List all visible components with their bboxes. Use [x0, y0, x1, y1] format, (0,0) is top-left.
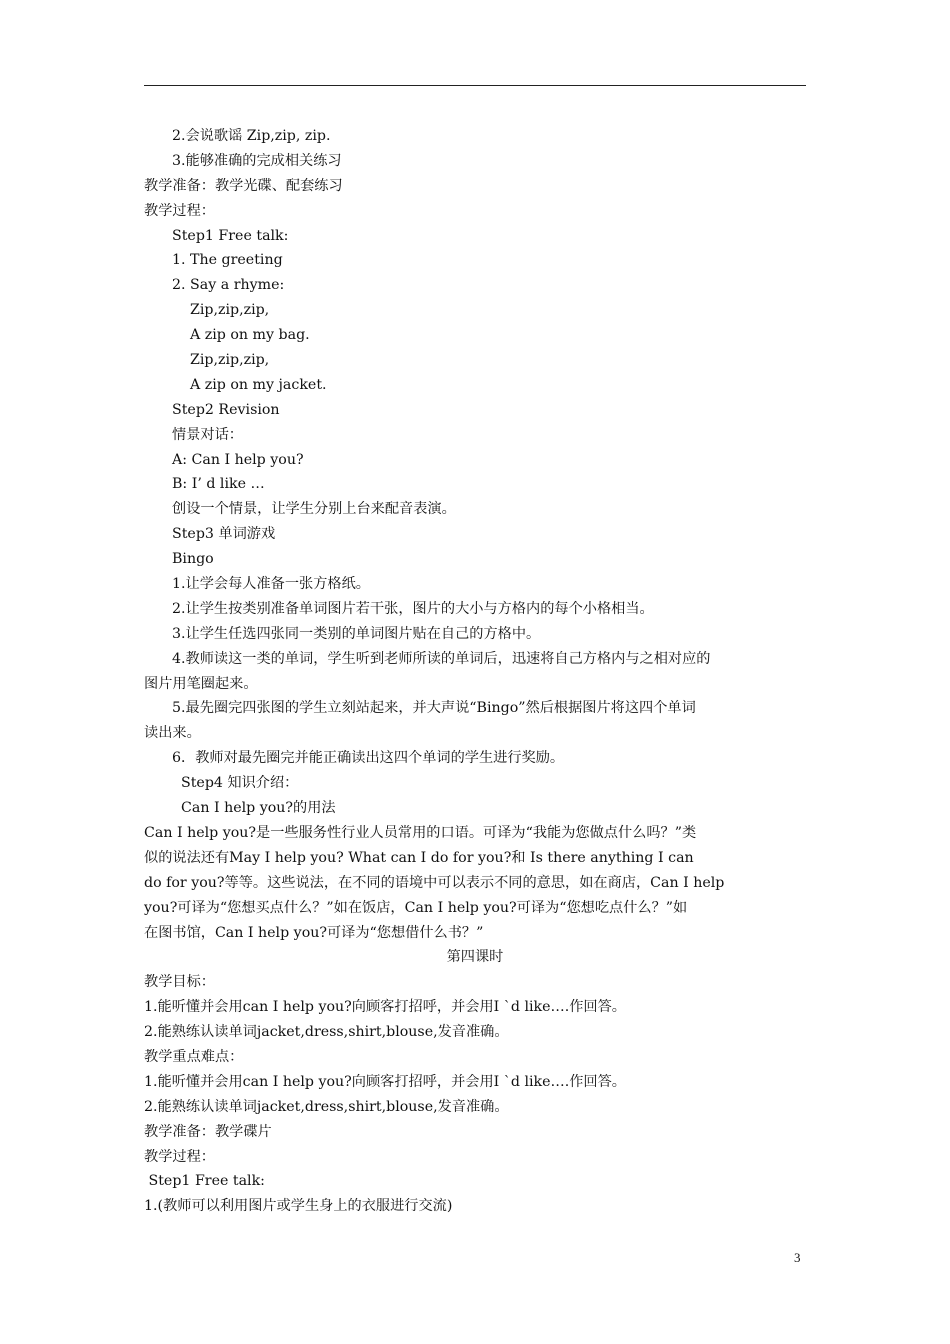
rhyme-line: Zip,zip,zip,	[190, 302, 270, 319]
text-line: 5.最先圈完四张图的学生立刻站起来，并大声说“Bingo”然后根据图片将这四个单词	[172, 700, 696, 717]
text-line: 1.(教师可以利用图片或学生身上的衣服进行交流)	[144, 1198, 453, 1215]
text-line: 教学过程：	[144, 1148, 215, 1165]
document-body	[144, 124, 806, 1219]
text-line: 1. The greeting	[172, 252, 283, 269]
text-line: B: I’ d like …	[172, 476, 265, 493]
text-line: 教学过程：	[144, 202, 215, 219]
rhyme-line: A zip on my jacket.	[190, 376, 327, 393]
rhyme-line: Zip,zip,zip,	[190, 352, 270, 369]
text-line: 读出来。	[144, 725, 201, 742]
text-line: do for you?等等。这些说法，在不同的语境中可以表示不同的意思，如在商店，Can I help	[144, 874, 725, 891]
text-line: 2.会说歌谣 Zip,zip, zip.	[172, 128, 331, 144]
text-line: 图片用笔圈起来。	[144, 675, 258, 692]
text-line: 2.让学生按类别准备单词图片若干张，图片的大小与方格内的每个小格相当。	[172, 600, 654, 617]
text-line: 在图书馆，Can I help you?可译为“您想借什么书？”	[144, 924, 484, 941]
text-line: 2.能熟练认读单词jacket,dress,shirt,blouse,发音准确。	[144, 1098, 509, 1115]
text-line: 3.让学生任选四张同一类别的单词图片贴在自己的方格中。	[172, 625, 541, 642]
text-line: Bingo	[172, 551, 214, 568]
text-line: Can I help you?的用法	[181, 800, 336, 817]
text-line: 6．教师对最先圈完并能正确读出这四个单词的学生进行奖励。	[172, 750, 565, 767]
text-line: 教学目标：	[144, 974, 215, 991]
text-line: 1.能听懂并会用can I help you?向顾客打招呼，并会用I `d like….作回答。	[144, 999, 626, 1016]
text-line: 3.能够准确的完成相关练习	[172, 152, 342, 169]
text-line: 似的说法还有May I help you? What can I do for you?和 Is there anything I can	[144, 849, 694, 866]
header-rule	[144, 85, 806, 86]
text-line: Step1 Free talk:	[172, 227, 289, 244]
text-line: 1.让学会每人准备一张方格纸。	[172, 576, 370, 593]
text-line: 教学准备：教学光碟、配套练习	[144, 177, 343, 194]
section-heading: 第四课时	[446, 949, 504, 966]
text-line: 2.能熟练认读单词jacket,dress,shirt,blouse,发音准确。	[144, 1024, 509, 1041]
text-line: Step3 单词游戏	[172, 526, 276, 543]
text-line: 教学准备：教学碟片	[144, 1123, 272, 1140]
text-line: Step1 Free talk:	[144, 1173, 265, 1190]
text-line: A: Can I help you?	[172, 451, 304, 468]
text-line: Step2 Revision	[172, 401, 280, 418]
text-line: you?可译为“您想买点什么？”如在饭店，Can I help you?可译为“您想吃点什么？”如	[144, 899, 688, 916]
text-line: Step4 知识介绍：	[181, 775, 299, 792]
text-line: 创设一个情景，让学生分别上台来配音表演。	[172, 501, 456, 518]
text-line: 1.能听懂并会用can I help you?向顾客打招呼，并会用I `d like….作回答。	[144, 1073, 626, 1090]
text-line: 2. Say a rhyme:	[172, 277, 285, 294]
page-number: 3	[794, 1250, 801, 1265]
text-line: 4.教师读这一类的单词，学生听到老师所读的单词后，迅速将自己方格内与之相对应的	[172, 650, 711, 667]
text-line: 情景对话：	[172, 426, 243, 443]
text-line: 教学重点难点：	[144, 1048, 244, 1065]
rhyme-line: A zip on my bag.	[190, 327, 310, 344]
text-line: Can I help you?是一些服务性行业人员常用的口语。可译为“我能为您做点什么吗？”类	[144, 824, 697, 841]
